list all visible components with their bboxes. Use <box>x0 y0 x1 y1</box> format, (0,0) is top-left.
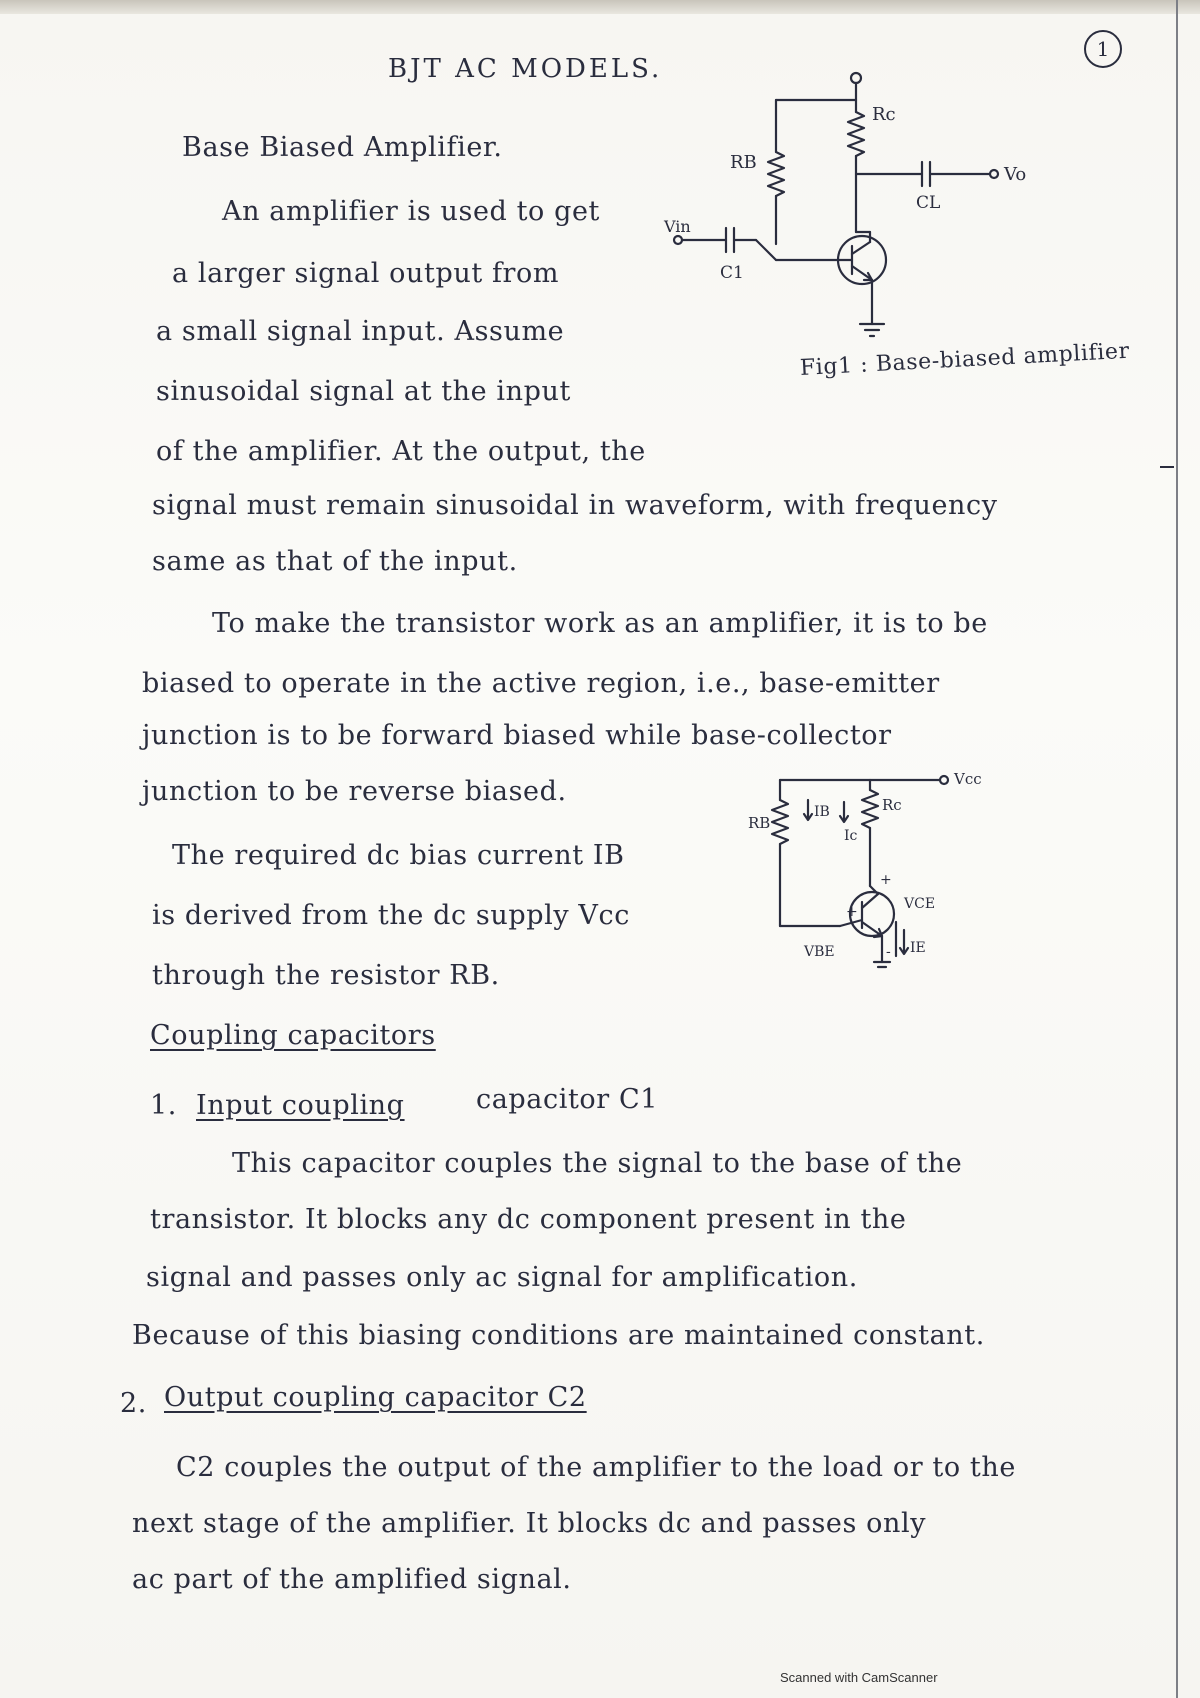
input-coupling-line: transistor. It blocks any dc component present in the <box>150 1204 907 1235</box>
dc-bias-circuit <box>748 730 990 980</box>
label-rc: Rc <box>882 796 902 814</box>
supply-terminal <box>851 73 861 83</box>
label-rc: Rc <box>872 104 896 125</box>
section1-line: a small signal input. Assume <box>156 316 565 347</box>
scanner-footer: Scanned with CamScanner <box>780 1670 938 1685</box>
input-coupling-line: Because of this biasing conditions are maintained constant. <box>132 1320 985 1351</box>
figure1-caption: Fig1 : Base-biased amplifier <box>799 338 1131 381</box>
label-plus: + <box>880 872 892 888</box>
section2-line: junction is to be forward biased while base-collector <box>142 720 892 751</box>
label-ie: IE <box>910 940 926 956</box>
page-top-edge <box>0 0 1200 14</box>
label-vin: Vin <box>664 217 691 236</box>
section2-line: To make the transistor work as an amplifier, it is to be <box>212 608 988 639</box>
label-rb: RB <box>730 152 757 173</box>
vcc-terminal <box>940 776 948 784</box>
coupling-capacitors-heading: Coupling capacitors <box>150 1020 436 1051</box>
margin-rule <box>1176 0 1178 1698</box>
label-ib: IB <box>814 804 830 820</box>
output-coupling-line: next stage of the amplifier. It blocks dc and passes only <box>132 1508 927 1539</box>
resistor-rc <box>848 112 864 156</box>
page-title: BJT AC MODELS. <box>388 54 663 84</box>
input-terminal <box>674 236 682 244</box>
label-minus: - <box>886 944 891 960</box>
output-coupling-line: C2 couples the output of the amplifier to the load or to the <box>176 1452 1016 1483</box>
section1-line: signal must remain sinusoidal in waveform, with frequency <box>152 490 998 521</box>
label-rb: RB <box>748 814 771 832</box>
section1-line: An amplifier is used to get <box>222 196 600 227</box>
input-coupling-line: This capacitor couples the signal to the base of the <box>232 1148 963 1179</box>
section2-line: junction to be reverse biased. <box>142 776 567 807</box>
section1-line: of the amplifier. At the output, the <box>156 436 646 467</box>
page-number: 1 <box>1084 30 1122 68</box>
resistor-rb <box>768 152 784 196</box>
input-coupling-capacitor-label: capacitor C1 <box>476 1084 658 1115</box>
label-vbe: VBE <box>804 944 835 960</box>
label-vce: VCE <box>904 896 936 912</box>
output-terminal <box>990 170 998 178</box>
base-biased-amplifier-circuit <box>660 60 1120 350</box>
label-c1: C1 <box>720 263 744 283</box>
section2-line: biased to operate in the active region, i.e., base-emitter <box>142 668 940 699</box>
section-heading-base-biased: Base Biased Amplifier. <box>182 132 503 163</box>
margin-tick <box>1160 466 1174 468</box>
section3-line: through the resistor RB. <box>152 960 500 991</box>
label-cl: CL <box>916 193 941 213</box>
section3-line: is derived from the dc supply Vcc <box>152 900 630 931</box>
resistor-rb <box>772 800 788 844</box>
label-vo: Vo <box>1004 164 1027 185</box>
input-coupling-title: Input coupling <box>196 1090 405 1121</box>
label-vcc: Vcc <box>954 770 982 788</box>
section1-line: sinusoidal signal at the input <box>156 376 571 407</box>
label-plus-base: + <box>846 904 858 920</box>
output-coupling-line: ac part of the amplified signal. <box>132 1564 572 1595</box>
section1-line: a larger signal output from <box>172 258 560 289</box>
output-coupling-number: 2. <box>120 1388 147 1419</box>
input-coupling-line: signal and passes only ac signal for amplification. <box>146 1262 858 1293</box>
section1-line: same as that of the input. <box>152 546 518 577</box>
output-coupling-title: Output coupling capacitor C2 <box>164 1382 587 1413</box>
label-ic: Ic <box>844 828 858 844</box>
section3-line: The required dc bias current IB <box>172 840 625 871</box>
resistor-rc <box>862 790 878 828</box>
input-coupling-number: 1. <box>150 1090 177 1121</box>
